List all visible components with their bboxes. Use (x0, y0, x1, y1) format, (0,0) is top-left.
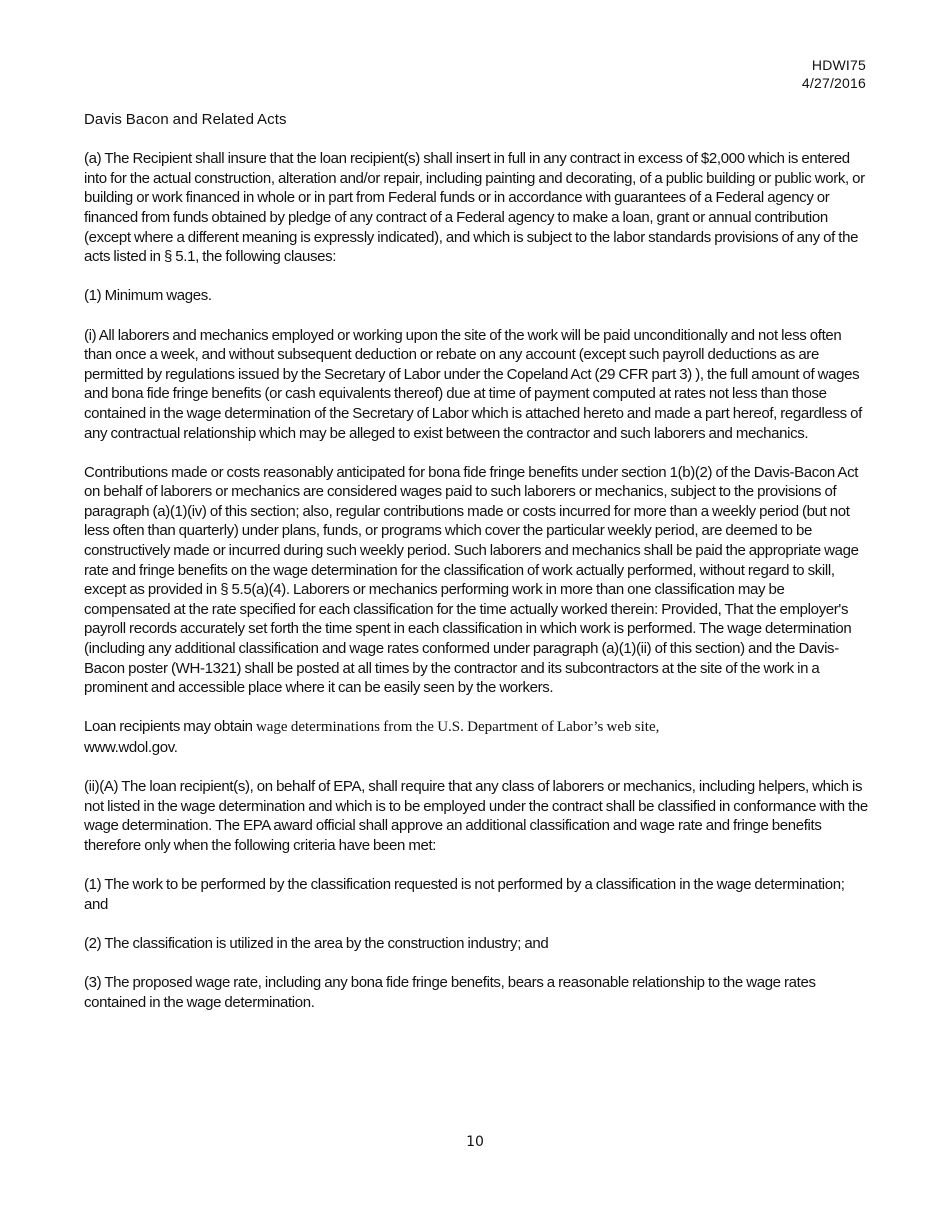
document-id: HDWI75 (811, 57, 866, 73)
loan-recipients-lead: Loan recipients may obtain (84, 718, 253, 736)
loan-recipients-serif-text: wage determinations from the U.S. Department of Labor’s web site, (252, 719, 660, 736)
document-body (84, 110, 868, 1032)
page-number: 10 (466, 1134, 484, 1150)
section-title: Davis Bacon and Related Acts (84, 111, 287, 128)
paragraph-contributions: Contributions made or costs reasonably anticipated for bona fide fringe benefits under section 1(b)(2) of the Davis-Bacon Act on behalf of laborers or mechanics are considered wages paid to such laborers or mechanics, subject to the provisions of paragraph (a)(1)(iv) of this section; also, regular contributions made or costs incurred for more than a weekly period (but not less often than quarterly) under plans, funds, or programs which cover the particular weekly period, are deemed to be constructively made or incurred during such weekly period. Such laborers and mechanics shall be paid the appropriate wage rate and fringe benefits on the wage determination for the classification of work actually performed, without regard to skill, except as provided in § 5.5(a)(4). Laborers or mechanics performing work in more than one classification may be compensated at the rate specified for each classification for the time actually worked therein: Provided, That the employer's payroll records accurately set forth the time spent in each classification in which work is performed. The wage determination (including any additional classification and wage rates conformed under paragraph (a)(1)(ii) of this section) and the Davis-Bacon poster (WH-1321) shall be posted at all times by the contractor and its subcontractors at the site of the work in a prominent and accessible place where it can be easily seen by the workers. (84, 463, 859, 697)
paragraph-a: (a) The Recipient shall insure that the loan recipient(s) shall insert in full in any contract in excess of $2,000 which is entered into for the actual construction, alteration and/or repair, including painting and decorating, of a public building or public work, or building or work financed in whole or in part from Federal funds or in accordance with guarantees of a Federal agency or financed from funds obtained by pledge of any contract of a Federal agency to make a loan, grant or annual contribution (except where a different meaning is expressly indicated), and which is subject to the labor standards provisions of any of the acts listed in § 5.1, the following clauses: (84, 150, 865, 266)
paragraph-i: (i) All laborers and mechanics employed or working upon the site of the work will be paid unconditionally and not less often than once a week, and without subsequent deduction or rebate on any account (except such payroll deductions as are permitted by regulations issued by the Secretary of Labor under the Copeland Act (29 CFR part 3) ), the full amount of wages and bona fide fringe benefits (or cash equivalents thereof) due at time of payment computed at rates not less than those contained in the wage determination of the Secretary of Labor which is attached hereto and made a part hereof, regardless of any contractual relationship which may be alleged to exist between the contractor and such laborers and mechanics. (84, 326, 862, 442)
criterion-2: (2) The classification is utilized in the area by the construction industry; and (84, 934, 549, 952)
criterion-3: (3) The proposed wage rate, including any bona fide fringe benefits, bears a reasonable relationship to the wage rates contained in the wage determination. (84, 974, 816, 1011)
paragraph-minimum-wages: (1) Minimum wages. (84, 287, 212, 305)
paragraph-ii-a: (ii)(A) The loan recipient(s), on behalf of EPA, shall require that any class of laborers or mechanics, including helpers, which is not listed in the wage determination and which is to be employed under the contract shall be classified in conformance with the wage determination. The EPA award official shall approve an additional classification and wage rate and fringe benefits therefore only when the following criteria have been met: (84, 778, 868, 854)
document-date: 4/27/2016 (801, 75, 866, 91)
wdol-url: www.wdol.gov. (84, 739, 178, 756)
page-header (802, 56, 866, 92)
criterion-1: (1) The work to be performed by the classification requested is not performed by a classification in the wage determination; and (84, 876, 845, 913)
paragraph-loan-recipients (84, 717, 868, 757)
